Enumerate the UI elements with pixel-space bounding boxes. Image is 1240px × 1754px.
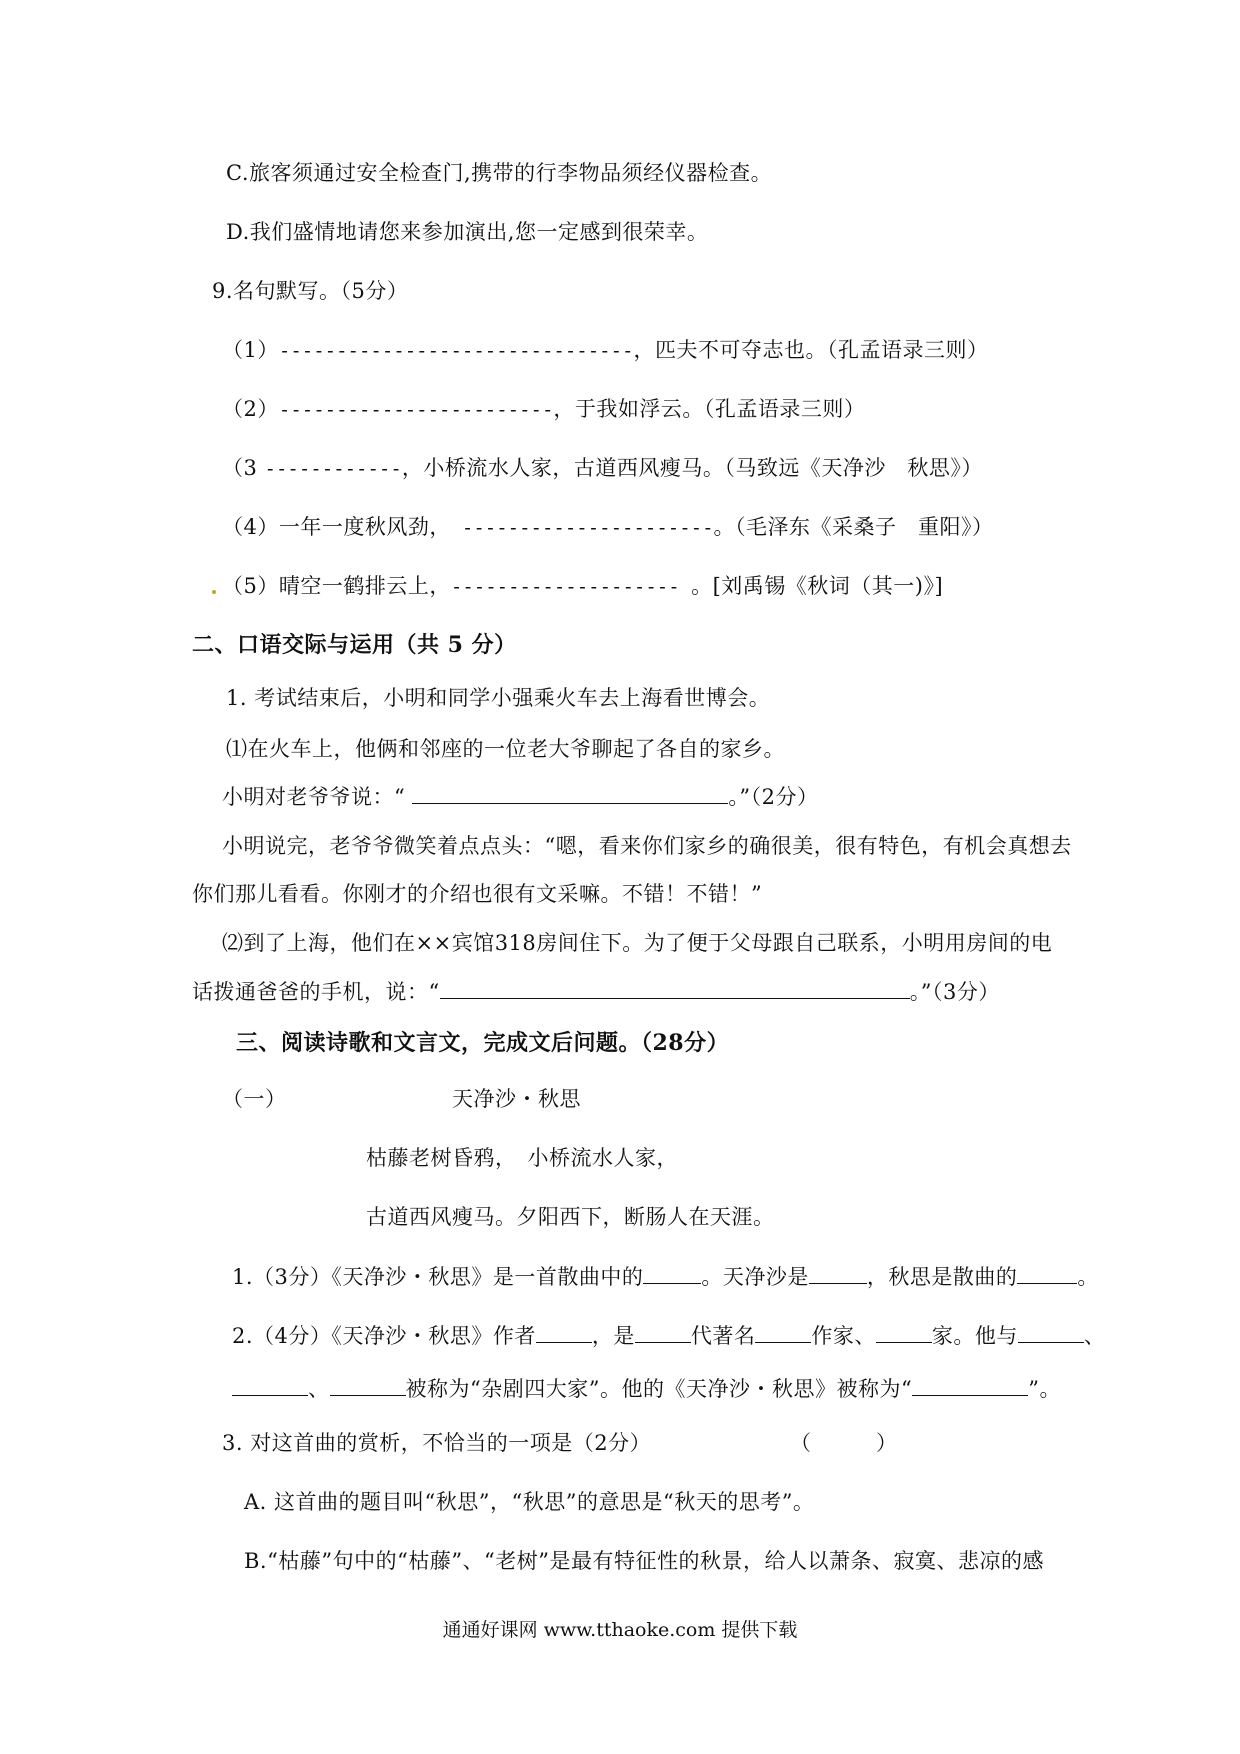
answer-blank [809, 1261, 867, 1284]
s2-paragraph-1: 1. 考试结束后，小明和同学小强乘火车去上海看世博会。 [226, 686, 771, 710]
answer-dash-line: ------------------------------- [278, 340, 634, 362]
s2-paragraph-2: ⑴在火车上，他俩和邻座的一位老大爷聊起了各自的家乡。 [226, 737, 785, 761]
q8-option-c: C.旅客须通过安全检查门,携带的行李物品须经仪器检查。 [226, 161, 773, 185]
answer-blank [330, 1373, 406, 1396]
answer-parentheses: （ ） [790, 1431, 898, 1455]
s2-paragraph-4b: 你们那儿看看。你刚才的介绍也很有文采嘛。不错！不错！” [192, 882, 763, 906]
q9-item-5: （5）晴空一鹤排云上，-------------------- 。[刘禹锡《秋词（其一)》] [222, 574, 944, 598]
page-footer: 通通好课网 www.tthaoke.com 提供下载 [442, 1619, 798, 1641]
answer-blank [412, 781, 728, 804]
answer-blank [755, 1320, 811, 1343]
q9-item-4: （4）一年一度秋风劲， ----------------------。（毛泽东《采桑子 重阳》） [222, 515, 994, 539]
s2-paragraph-4a: 小明说完，老爷爷微笑着点点头：“嗯，看来你们家乡的确很美，很有特色，有机会真想去 [222, 834, 1072, 858]
answer-blank [912, 1373, 1028, 1396]
poem-title: 天净沙・秋思 [452, 1087, 581, 1111]
answer-dash-line: ------------ [264, 458, 402, 480]
q9-item-3: （3 ------------，小桥流水人家，古道西风瘦马。（马致远《天净沙 秋思》） [222, 456, 983, 480]
s3-question-2-cont: 、 被称为“杂剧四大家”。他的《天净沙・秋思》被称为“ ”。 [232, 1373, 1061, 1404]
answer-dash-line: -------------------- [450, 576, 692, 598]
s3-question-2: 2.（4分）《天净沙・秋思》作者 ，是 代著名 作家、 家。他与 、 [232, 1320, 1105, 1351]
marker-dot [212, 590, 216, 594]
s3-part-label: （一） [222, 1087, 287, 1111]
answer-blank [643, 1261, 701, 1284]
answer-dash-line: ------------------------ [278, 399, 554, 421]
s3-question-1: 1.（3分）《天净沙・秋思》是一首散曲中的 。天净沙是 ，秋思是散曲的 。 [232, 1261, 1099, 1292]
answer-dash-line: ---------------------- [461, 517, 714, 539]
answer-blank [1017, 1261, 1077, 1284]
answer-blank [536, 1320, 592, 1343]
answer-blank [635, 1320, 691, 1343]
answer-blank [440, 976, 910, 999]
q8-option-d: D.我们盛情地请您来参加演出,您一定感到很荣幸。 [226, 220, 709, 244]
q9-item-1: （1）-------------------------------，匹夫不可夺志也。（孔孟语录三则） [222, 338, 989, 362]
poem-line-1: 枯藤老树昏鸦， 小桥流水人家， [366, 1146, 678, 1170]
s2-paragraph-3: 小明对老爷爷说：“ 。”（2分） [222, 781, 819, 812]
section-3-heading: 三、阅读诗歌和文言文，完成文后问题。（28分） [236, 1030, 730, 1056]
q9-item-2: （2）------------------------，于我如浮云。（孔孟语录三则） [222, 397, 866, 421]
s3-q3-option-b: B.“枯藤”句中的“枯藤”、“老树”是最有特征性的秋景，给人以萧条、寂寞、悲凉的感 [244, 1549, 1045, 1573]
s3-question-3: 3. 对这首曲的赏析，不恰当的一项是（2分） [222, 1431, 652, 1455]
q9-title: 9.名句默写。（5分） [212, 279, 409, 303]
answer-blank [232, 1373, 308, 1396]
section-2-heading: 二、口语交际与运用（共 5 分） [192, 632, 517, 658]
poem-line-2: 古道西风瘦马。夕阳西下，断肠人在天涯。 [366, 1205, 775, 1229]
answer-blank [1018, 1320, 1084, 1343]
s2-paragraph-5a: ⑵到了上海，他们在××宾馆318房间住下。为了便于父母跟自己联系，小明用房间的电 [222, 931, 1053, 955]
answer-blank [876, 1320, 932, 1343]
s2-paragraph-5b: 话拨通爸爸的手机，说：“ 。”（3分） [192, 976, 1000, 1007]
s3-q3-option-a: A. 这首曲的题目叫“秋思”，“秋思”的意思是“秋天的思考”。 [244, 1490, 815, 1514]
